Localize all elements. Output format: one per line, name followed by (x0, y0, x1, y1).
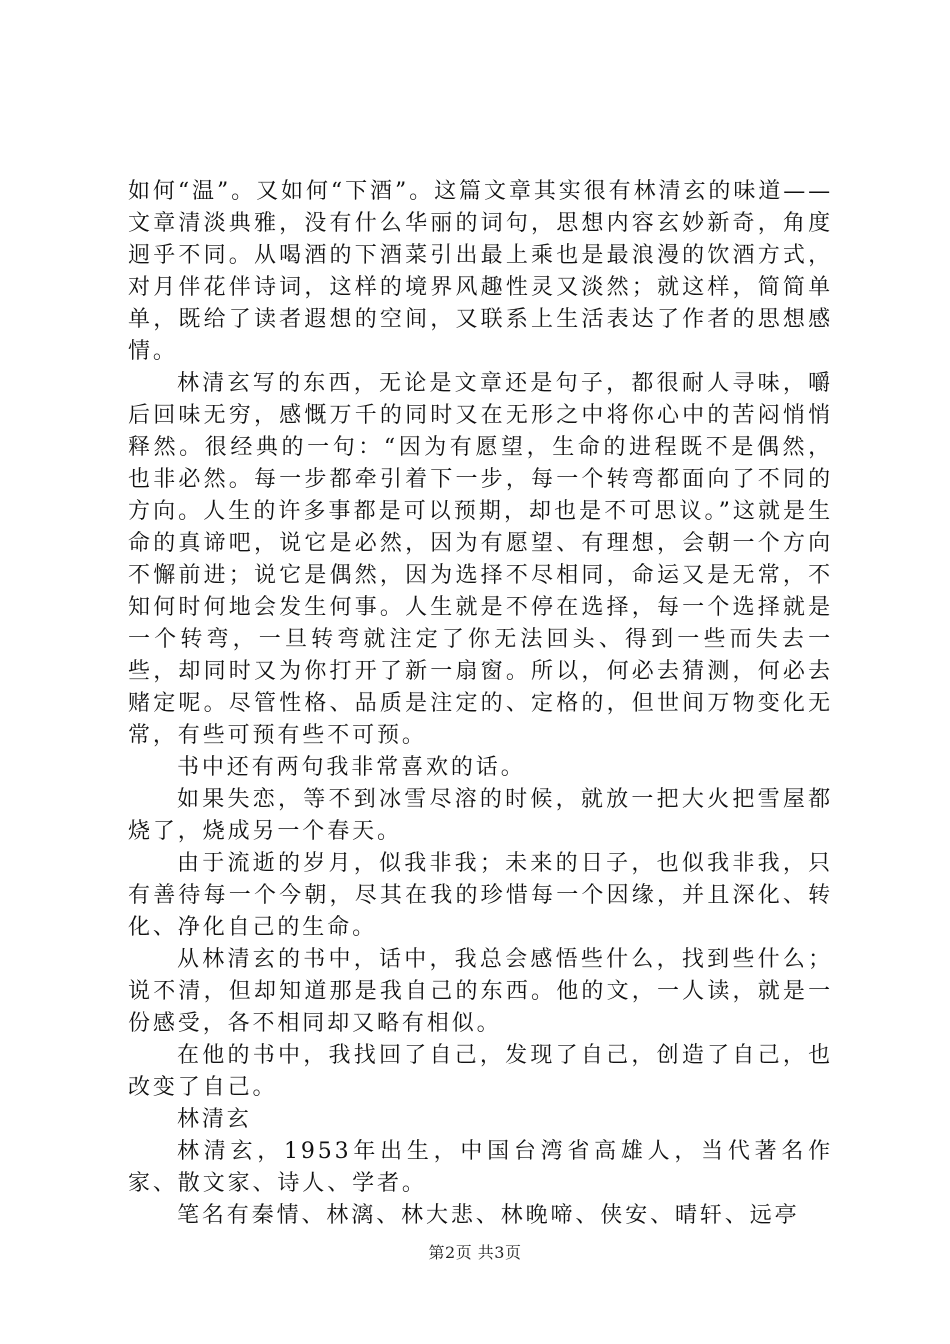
document-body (128, 176, 833, 1232)
paragraph-reflection: 从林清玄的书中，话中，我总会感悟些什么，找到些什么；说不清，但却知道那是我自己的东西。他的文，一人读，就是一份感受，各不相同却又略有相似。 (128, 947, 833, 1036)
section-heading-author: 林清玄 (177, 1107, 252, 1132)
paragraph-wine-essay: 如何“温”。又如何“下酒”。这篇文章其实很有林清玄的味道——文章清淡典雅，没有什么华丽的词句，思想内容玄妙新奇，角度迥乎不同。从喝酒的下酒菜引出最上乘也是最浪漫的饮酒方式，对月伴花伴诗词，这样的境界风趣性灵又淡然；就这样，简简单单，既给了读者遐想的空间，又联系上生活表达了作者的思想感情。 (128, 179, 833, 364)
paragraph-pen-names: 笔名有秦情、林漓、林大悲、林晚啼、侠安、晴轩、远亭 (177, 1203, 800, 1228)
paragraph-author-bio: 林清玄，1953年出生，中国台湾省高雄人，当代著名作家、散文家、诗人、学者。 (128, 1139, 833, 1196)
paragraph-conclusion: 在他的书中，我找回了自己，发现了自己，创造了自己，也改变了自己。 (128, 1043, 833, 1100)
paragraph-favorite-lines-intro: 书中还有两句我非常喜欢的话。 (177, 755, 526, 780)
page-number-footer: 第2页 共3页 (428, 1243, 522, 1262)
paragraph-life-quote: 林清玄写的东西，无论是文章还是句子，都很耐人寻味，嚼后回味无穷，感慨万千的同时又在无形之中将你心中的苦闷悄悄释然。很经典的一句：“因为有愿望，生命的进程既不是偶然，也非必然。每一步都牵引着下一步，每一个转弯都面向了不同的方向。人生的许多事都是可以预期，却也是不可思议。”这就是生命的真谛吧，说它是必然，因为有愿望、有理想，会朝一个方向不懈前进；说它是偶然，因为选择不尽相同，命运又是无常，不知何时何地会发生何事。人生就是不停在选择，每一个选择就是一个转弯，一旦转弯就注定了你无法回头、得到一些而失去一些，却同时又为你打开了新一扇窗。所以，何必去猜测，何必去赌定呢。尽管性格、品质是注定的、定格的，但世间万物变化无常，有些可预有些不可预。 (128, 371, 833, 748)
paragraph-quote-spring: 如果失恋，等不到冰雪尽溶的时候，就放一把大火把雪屋都烧了，烧成另一个春天。 (128, 787, 833, 844)
paragraph-quote-years: 由于流逝的岁月，似我非我；未来的日子，也似我非我，只有善待每一个今朝，尽其在我的珍惜每一个因缘，并且深化、转化、净化自己的生命。 (128, 851, 833, 940)
